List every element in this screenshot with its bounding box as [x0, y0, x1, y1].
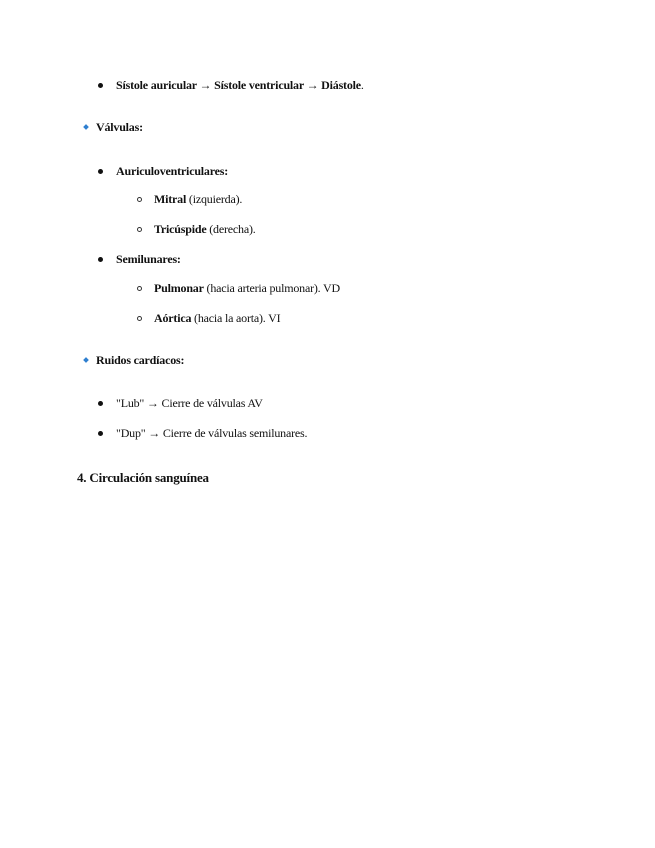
bullet-disc-icon [98, 169, 103, 174]
av-valves-label: Auriculoventriculares: [116, 164, 229, 178]
heart-sound-item: "Dup" → Cierre de válvulas semilunares. [116, 426, 308, 440]
cardiac-phases-line [116, 77, 364, 93]
bullet-disc-icon [98, 83, 103, 88]
phase-diastole: Diástole [321, 78, 361, 92]
valve-item-mitral: Mitral (izquierda). [154, 192, 243, 206]
heart-sounds-title: Ruidos cardíacos: [96, 353, 185, 367]
bullet-disc-icon [98, 431, 103, 436]
diamond-bullet-icon [83, 357, 89, 363]
arrow-2: → [303, 78, 322, 92]
phase-ventricular-systole: Sístole ventricular [214, 78, 304, 92]
bullet-disc-icon [98, 401, 103, 406]
bullet-circle-icon [137, 286, 142, 291]
bullet-circle-icon [137, 227, 142, 232]
valve-item-tricuspid: Tricúspide (derecha). [154, 222, 256, 236]
phases-end-period: . [360, 78, 364, 92]
arrow-1: → [196, 78, 215, 92]
bullet-circle-icon [137, 316, 142, 321]
valve-item-aortic: Aórtica (hacia la aorta). VI [154, 311, 281, 325]
semilunar-valves-label: Semilunares: [116, 252, 181, 266]
valve-item-pulmonary: Pulmonar (hacia arteria pulmonar). VD [154, 281, 340, 295]
bullet-circle-icon [137, 197, 142, 202]
bullet-disc-icon [98, 257, 103, 262]
phase-atrial-systole: Sístole auricular [116, 78, 197, 92]
valves-title: Válvulas: [96, 120, 143, 134]
diamond-bullet-icon [83, 124, 89, 130]
heart-sound-item: "Lub" → Cierre de válvulas AV [116, 396, 263, 410]
section-heading: 4. Circulación sanguínea [77, 470, 209, 485]
